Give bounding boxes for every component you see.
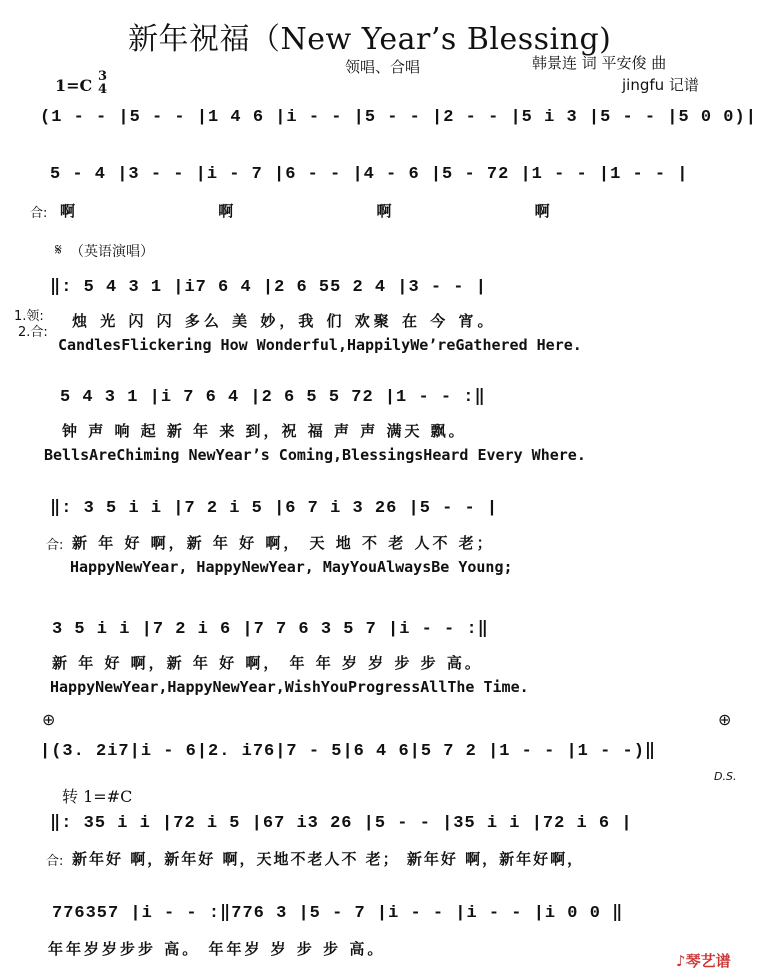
lyrics-line-5: 新 年 好 啊，新 年 好 啊， 天 地 不 老 人不 老； [72,534,495,552]
lyrics-line-6: 新 年 好 啊，新 年 好 啊， 年 年 岁 岁 步 步 高。 [52,654,483,672]
lyrics-line-9: 年年岁岁步步 高。 年年岁 岁 步 步 高。 [48,940,386,958]
lyrics-line-3: 烛 光 闪 闪 多么 美 妙，我 们 欢聚 在 今 宵。 [72,312,497,330]
lyrics-line-2: 啊 啊 啊 啊 [60,202,550,220]
notes-line-5: ‖: 3 5 i i |7 2 i 5 |6 7 i 3 26 |5 - - | [50,499,499,518]
notes-line-9: 776357 |i - - :‖776 3 |5 - 7 |i - - |i - - |i 0 0 ‖ [52,904,624,923]
english-line-6: HappyNewYear,HappyNewYear,WishYouProgressAllThe Time. [50,678,529,696]
ds-mark: D.S. [714,770,737,783]
chorus-label: 合: [30,206,48,221]
solo-label: 1.领: [14,309,44,324]
notes-line-3: ‖: 5 4 3 1 |i7 6 4 |2 6 55 2 4 |3 - - | [50,278,487,297]
watermark: ♪琴艺谱 [676,952,731,970]
segno-label: （英语演唱） [70,244,154,260]
english-line-4: BellsAreChiming NewYear’s Coming,BlessingsHeard Every Where. [44,446,586,464]
interlude-notes: |(3. 2i7|i - 6|2. i76|7 - 5|6 4 6|5 7 2 |1 - - |1 - -)‖ [40,742,657,761]
chorus-label-2: 2.合: [18,325,48,340]
coda-icon-end: ⊕ [718,710,732,729]
english-line-5: HappyNewYear, HappyNewYear, MayYouAlwaysBe Young; [70,558,513,576]
key-change: 转 1=#C [62,787,133,806]
notes-line-2: 5 - 4 |3 - - |i - 7 |6 - - |4 - 6 |5 - 72 |1 - - |1 - - | [50,165,689,184]
lyrics-line-4: 钟 声 响 起 新 年 来 到，祝 福 声 声 满天 飘。 [62,422,467,440]
notes-line-6: 3 5 i i |7 2 i 6 |7 7 6 3 5 7 |i - - :‖ [52,620,489,639]
chorus-label-4: 合: [46,854,64,869]
credits: 韩景连 词 平安俊 曲 [532,54,667,72]
english-line-3: CandlesFlickering How Wonderful,HappilyWe’reGathered Here. [58,336,582,354]
coda-icon: ⊕ [42,710,56,729]
page-title: 新年祝福（New Year’s Blessing) [128,22,612,57]
logo-icon: ♪ [676,952,686,970]
time-signature: 3 4 [98,69,108,97]
notes-line-4: 5 4 3 1 |i 7 6 4 |2 6 5 5 72 |1 - - :‖ [60,388,486,407]
notes-line-8: ‖: 35 i i |72 i 5 |67 i3 26 |5 - - |35 i i |72 i 6 | [50,814,633,833]
chorus-label-3: 合: [46,538,64,553]
segno-icon: 𝄋 [55,240,62,259]
intro-notes: (1 - - |5 - - |1 4 6 |i - - |5 - - |2 - - |5 i 3 |5 - - |5 0 0)| [40,108,757,127]
transcriber: jingfu 记谱 [622,76,699,94]
subtitle: 领唱、合唱 [345,58,421,76]
lyrics-line-8: 新年好 啊，新年好 啊，天地不老人不 老； 新年好 啊，新年好啊， [72,850,585,868]
key-signature: 1=C [55,76,93,95]
